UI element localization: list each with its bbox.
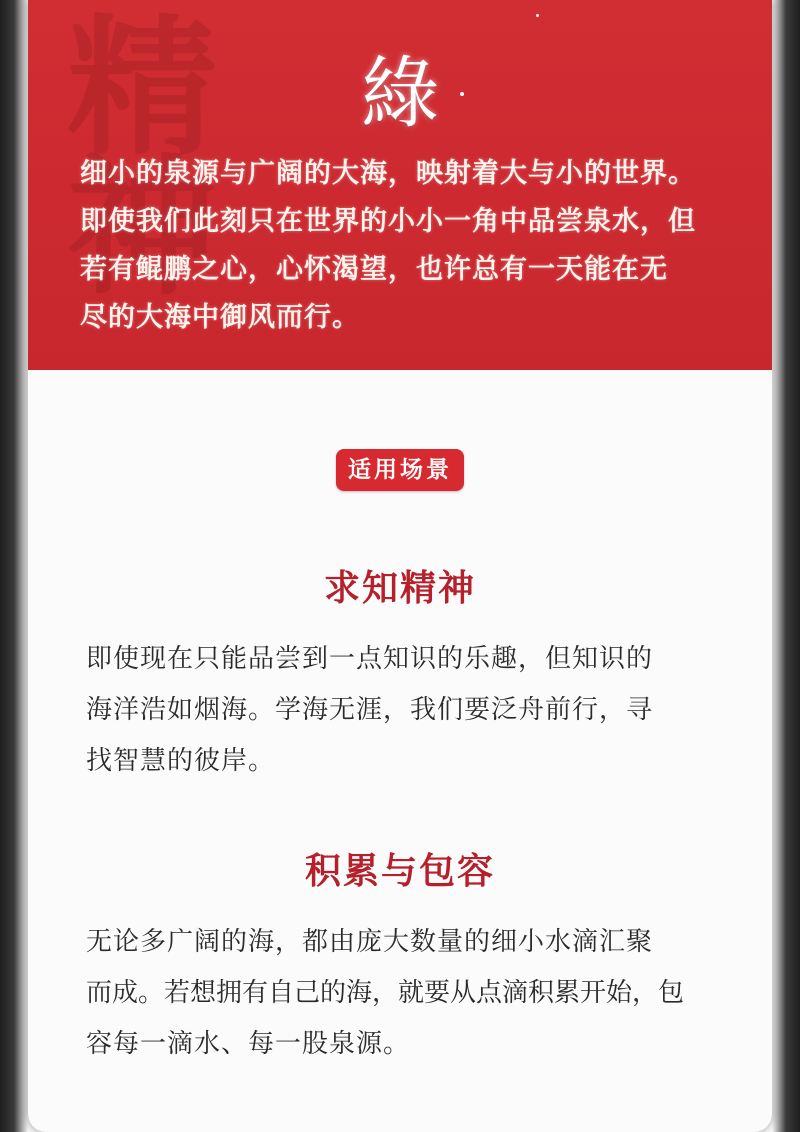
header-logo-character: 綠 bbox=[360, 49, 439, 139]
header-panel bbox=[28, 0, 772, 370]
body-line: 即使现在只能品尝到一点知识的乐趣，但知识的 bbox=[86, 644, 654, 674]
header-line: 尽的大海中御风而行。 bbox=[80, 302, 360, 333]
section-title: 积累与包容 bbox=[304, 850, 495, 892]
section-body bbox=[86, 917, 726, 1070]
decor-dot bbox=[460, 92, 464, 96]
header-line: 若有鲲鹏之心，心怀渴望，也许总有一天能在无 bbox=[80, 254, 668, 285]
header-line: 即使我们此刻只在世界的小小一角中品尝泉水，但 bbox=[80, 206, 696, 237]
section-title: 求知精神 bbox=[323, 567, 476, 609]
scene-tag-wrapper bbox=[28, 449, 772, 491]
body-line: 找智慧的彼岸。 bbox=[86, 746, 276, 776]
body-line: 容每一滴水、每一股泉源。 bbox=[86, 1029, 411, 1059]
header-description bbox=[80, 150, 730, 342]
watermark-text: 精神 bbox=[41, 8, 217, 288]
section-body bbox=[86, 634, 726, 787]
header-line: 细小的泉源与广阔的大海，映射着大与小的世界。 bbox=[80, 158, 696, 189]
body-line: 而成。若想拥有自己的海，就要从点滴积累开始，包 bbox=[86, 978, 685, 1008]
body-line: 无论多广阔的海，都由庞大数量的细小水滴汇聚 bbox=[86, 927, 654, 957]
body-line: 海洋浩如烟海。学海无涯，我们要泛舟前行，寻 bbox=[86, 695, 654, 725]
info-card bbox=[28, 0, 772, 1132]
scene-tag: 适用场景 bbox=[336, 449, 464, 491]
decor-dot bbox=[536, 14, 539, 17]
